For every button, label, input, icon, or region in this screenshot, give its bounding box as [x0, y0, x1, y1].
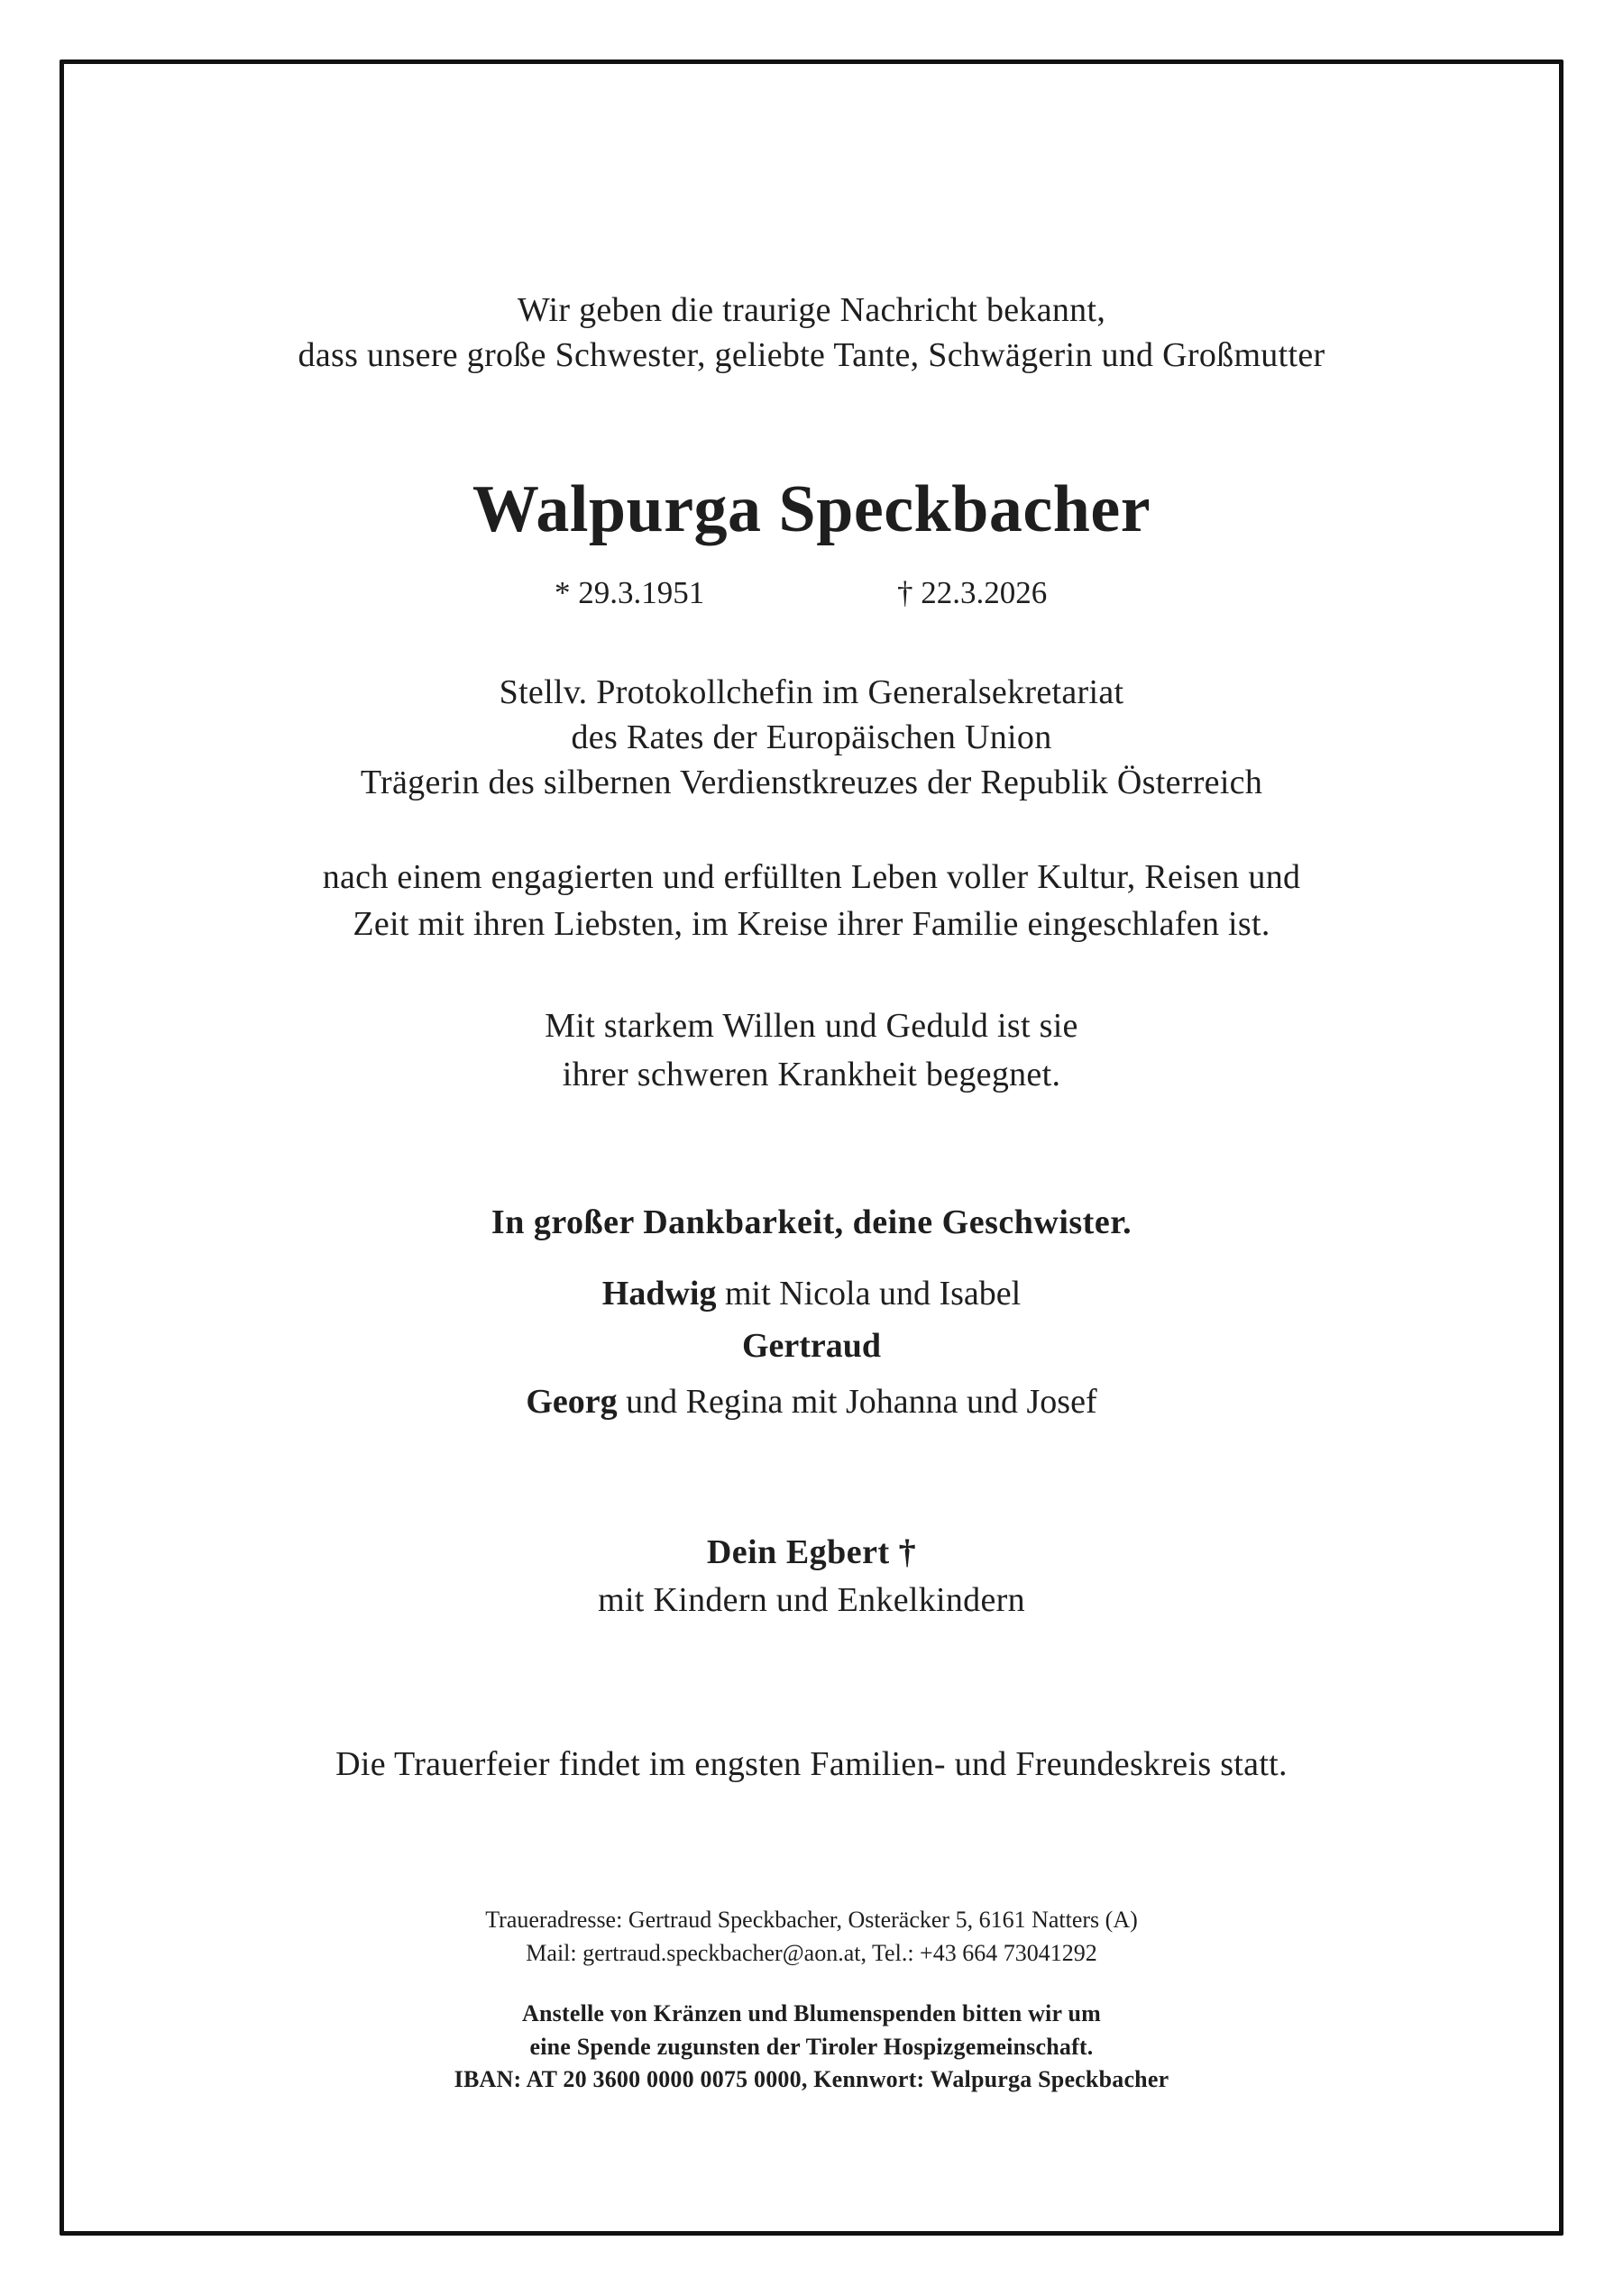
deceased-name: Walpurga Speckbacher	[472, 472, 1151, 546]
donation-line-2: eine Spende zugunsten der Tiroler Hospizgemeinschaft.	[529, 2034, 1094, 2060]
funeral-note: Die Trauerfeier findet im engsten Familien- und Freundeskreis statt.	[335, 1745, 1288, 1783]
sibling-family: und Regina mit Johanna und Josef	[617, 1383, 1097, 1421]
life-dates	[0, 577, 1623, 608]
sibling-name: Georg	[526, 1383, 618, 1421]
life-text-line-1: nach einem engagierten und erfüllten Leben voller Kultur, Reisen und	[322, 858, 1301, 896]
sibling-line-gertraud	[0, 1329, 1623, 1363]
donation-iban: IBAN: AT 20 3600 0000 0075 0000, Kennwort: Walpurga Speckbacher	[454, 2066, 1169, 2092]
partner-name: Dein Egbert †	[706, 1533, 917, 1571]
thanks-line: In großer Dankbarkeit, deine Geschwister.	[491, 1203, 1132, 1241]
birth-date	[555, 577, 771, 608]
life-text-line-2: Zeit mit ihren Liebsten, im Kreise ihrer Familie eingeschlafen ist.	[353, 905, 1270, 943]
sibling-line-hadwig	[0, 1276, 1623, 1311]
birth-star-icon: *	[555, 575, 571, 610]
illness-text-line-2: ihrer schweren Krankheit begegnet.	[562, 1056, 1061, 1093]
sibling-line-georg	[0, 1385, 1623, 1419]
partner-family: mit Kindern und Enkelkindern	[598, 1581, 1025, 1619]
birth-date-value: 29.3.1951	[578, 575, 705, 610]
contact-info: Mail: gertraud.speckbacher@aon.at, Tel.: +43 664 73041292	[526, 1940, 1097, 1966]
death-cross-icon: †	[897, 575, 913, 610]
intro-line-1: Wir geben die traurige Nachricht bekannt,	[517, 291, 1106, 329]
death-date-value: 22.3.2026	[921, 575, 1048, 610]
intro-line-2: dass unsere große Schwester, geliebte Tante, Schwägerin und Großmutter	[298, 336, 1325, 374]
mourning-address: Traueradresse: Gertraud Speckbacher, Osteräcker 5, 6161 Natters (A)	[485, 1907, 1138, 1933]
sibling-family: mit Nicola und Isabel	[716, 1275, 1022, 1313]
death-date	[897, 577, 1068, 608]
title-line-1: Stellv. Protokollchefin im Generalsekretariat	[499, 673, 1124, 711]
illness-text-line-1: Mit starkem Willen und Geduld ist sie	[545, 1007, 1078, 1045]
donation-line-1: Anstelle von Kränzen und Blumenspenden bitten wir um	[522, 2000, 1101, 2026]
title-line-3: Trägerin des silbernen Verdienstkreuzes der Republik Österreich	[360, 764, 1263, 801]
sibling-name: Gertraud	[741, 1327, 882, 1365]
title-line-2: des Rates der Europäischen Union	[571, 718, 1052, 756]
sibling-name: Hadwig	[601, 1275, 717, 1313]
